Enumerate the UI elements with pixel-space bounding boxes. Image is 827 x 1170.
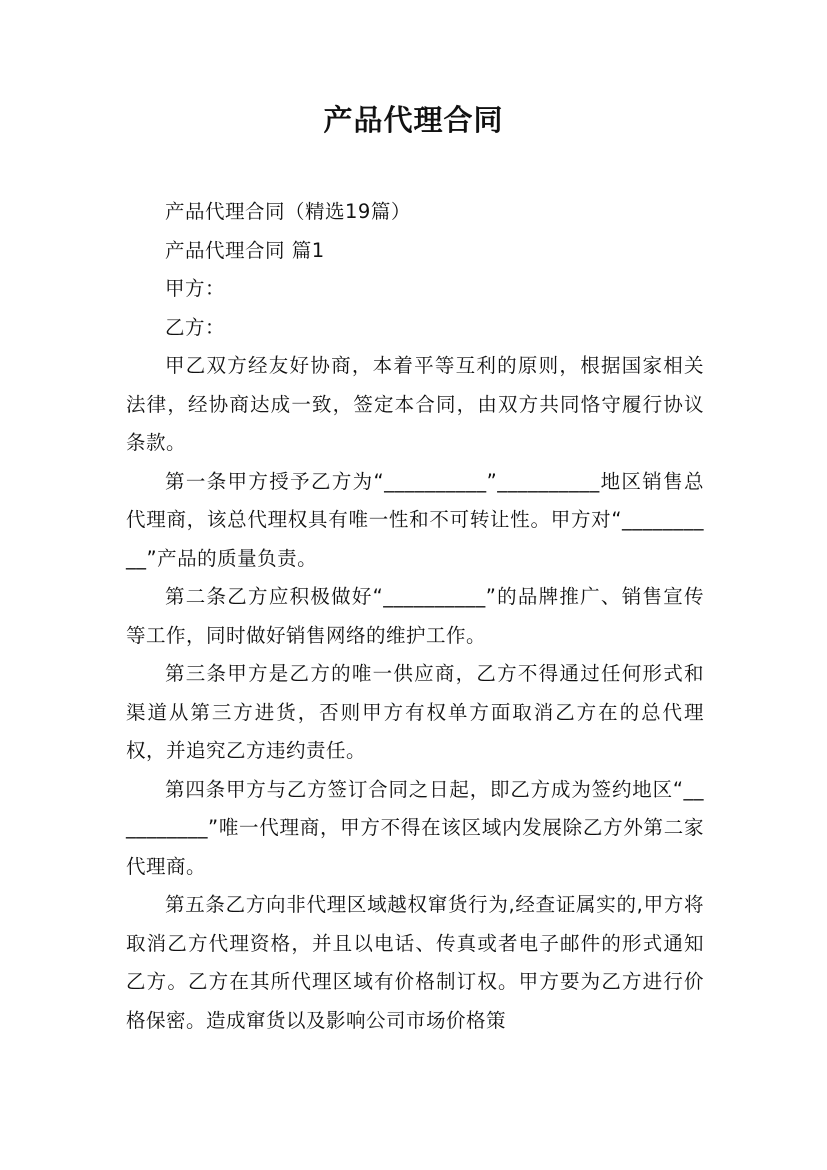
paragraph-article-1: 第一条甲方授予乙方为“__________”__________地区销售总代理商，该总代理权具有唯一性和不可转让性。甲方对“__________”产品的质量负责。 bbox=[126, 469, 704, 570]
document-body bbox=[126, 193, 704, 1040]
paragraph-preamble: 甲乙双方经友好协商，本着平等互利的原则，根据国家相关法律，经协商达成一致，签定本合同，由双方共同恪守履行协议条款。 bbox=[126, 354, 704, 454]
paragraph-article-4: 第四条甲方与乙方签订合同之日起，即乙方成为签约地区“__________”唯一代理商，甲方不得在该区域内发展除乙方外第二家代理商。 bbox=[126, 777, 704, 878]
paragraph-section-heading: 产品代理合同 篇1 bbox=[165, 238, 325, 262]
paragraph-party-b: 乙方： bbox=[165, 315, 226, 339]
paragraph-article-2: 第二条乙方应积极做好“__________”的品牌推广、销售宣传等工作，同时做好销售网络的维护工作。 bbox=[126, 585, 704, 647]
paragraph-article-5: 第五条乙方向非代理区域越权窜货行为,经查证属实的,甲方将取消乙方代理资格，并且以电话、传真或者电子邮件的形式通知乙方。乙方在其所代理区域有价格制订权。甲方要为乙方进行价格保密。造成窜货以及影响公司市场价格策 bbox=[126, 893, 704, 1032]
paragraph-subtitle: 产品代理合同（精选19篇） bbox=[165, 200, 411, 223]
paragraph-party-a: 甲方： bbox=[165, 277, 226, 300]
document-title: 产品代理合同 bbox=[323, 103, 504, 137]
paragraph-article-3: 第三条甲方是乙方的唯一供应商，乙方不得通过任何形式和渠道从第三方进货，否则甲方有权单方面取消乙方在的总代理权，并追究乙方违约责任。 bbox=[126, 662, 704, 762]
